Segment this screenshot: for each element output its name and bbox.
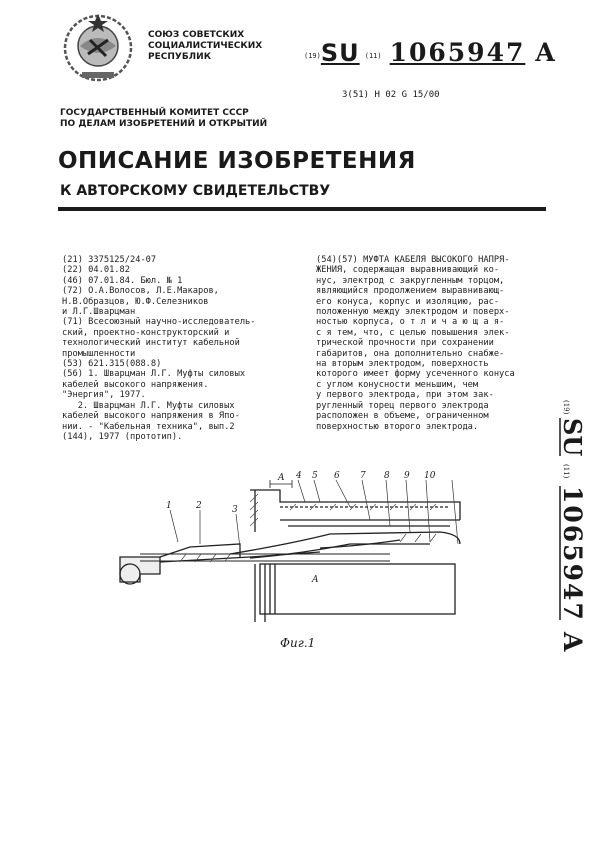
text-line: кабелей высокого напряжения в Япо- (62, 411, 240, 422)
text-line: (72) О.А.Волосов, Л.Е.Макаров, (62, 286, 219, 297)
part-label: 8 (384, 471, 390, 481)
text-line: промышленности (62, 348, 136, 359)
part-label: 4 (296, 471, 302, 481)
patent-number: 1065947 (389, 38, 526, 67)
text-line: "Энергия", 1977. (62, 390, 146, 401)
text-line: (54)(57) МУФТА КАБЕЛЯ ВЫСОКОГО НАПРЯ- (316, 255, 510, 265)
ipc-classification: 3(51) Н 02 G 15/00 (342, 90, 440, 100)
org-line: СОЮЗ СОВЕТСКИХ (148, 30, 245, 40)
text-line: Н.В.Образцов, Ю.Ф.Селезников (62, 296, 209, 307)
side-patent-stamp (538, 400, 587, 700)
side-patent-number: 1065947 (558, 486, 587, 622)
organization-name (148, 30, 278, 63)
figure-caption: Фиг.1 (280, 636, 316, 650)
text-line: кабелей высокого напряжения. (62, 379, 209, 390)
org-line: СОЦИАЛИСТИЧЕСКИХ (148, 41, 263, 51)
text-line: нии. - "Кабельная техника", вып.2 (62, 421, 235, 432)
part-label: 5 (312, 471, 318, 481)
text-line: (144), 1977 (прототип). (62, 431, 183, 442)
committee-name (60, 108, 267, 130)
text-line: его конуса, корпус и изоляцию, рас- (316, 296, 500, 307)
technical-drawing (100, 462, 480, 652)
text-line: и Л.Г.Шварцман (62, 307, 136, 318)
text-line: технологический институт кабельной (62, 338, 240, 349)
text-line: трической прочности при сохранении (316, 338, 494, 349)
text-line: положенную между электродом и поверх- (316, 307, 510, 318)
text-line: с углом конусности меньшим, чем (316, 379, 479, 390)
text-line: являющийся продолжением выравнивающ- (316, 286, 505, 297)
text-line: (21) 3375125/24-07 (62, 255, 157, 265)
part-label: 1 (166, 501, 172, 511)
committee-line: ГОСУДАРСТВЕННЫЙ КОМИТЕТ СССР (60, 108, 249, 118)
text-line: поверхностью второго электрода. (316, 421, 479, 432)
country-code-tag: (19) (304, 52, 321, 60)
part-label: 2 (196, 501, 202, 511)
text-line: (53) 621.315(088.8) (62, 359, 162, 370)
document-title: ОПИСАНИЕ ИЗОБРЕТЕНИЯ (58, 148, 416, 174)
text-line: (71) Всесоюзный научно-исследователь- (62, 317, 256, 328)
side-country-tag: (19) (562, 400, 570, 415)
abstract-text (316, 255, 515, 432)
number-tag: (11) (364, 52, 382, 60)
part-label: A (278, 473, 285, 483)
text-line: с я тем, что, с целью повышения элек- (316, 327, 510, 338)
country-code: SU (320, 39, 360, 67)
text-line: (46) 07.01.84. Бюл. № 1 (62, 275, 183, 286)
part-label: 7 (360, 471, 366, 481)
bibliographic-data (62, 255, 256, 442)
text-line: ЖЕНИЯ, содержащая выравнивающий ко- (316, 265, 500, 276)
text-line: ский, проектно-конструкторский и (62, 327, 230, 338)
patent-number-block (304, 38, 555, 67)
side-patent-kind: A (558, 632, 587, 652)
text-line: на вторым электродом, поверхность (316, 359, 489, 370)
text-line: 2. Шварцман Л.Г. Муфты силовых (62, 400, 235, 411)
side-number-tag: (11) (562, 464, 570, 479)
part-label: 6 (334, 471, 340, 481)
part-label: 9 (404, 471, 410, 481)
document-subtitle: К АВТОРСКОМУ СВИДЕТЕЛЬСТВУ (60, 183, 331, 199)
patent-kind: A (535, 38, 555, 67)
part-label: 10 (424, 471, 436, 481)
text-line: ругленный торец первого электрода (316, 400, 489, 411)
state-emblem-icon (58, 10, 138, 84)
text-line: (56) 1. Шварцман Л.Г. Муфты силовых (62, 369, 246, 380)
text-line: (22) 04.01.82 (62, 265, 130, 276)
text-line: габаритов, она дополнительно снабже- (316, 348, 505, 359)
part-label: A (312, 575, 319, 585)
header-divider (58, 207, 546, 211)
side-country-code: SU (558, 418, 587, 457)
committee-line: ПО ДЕЛАМ ИЗОБРЕТЕНИЙ И ОТКРЫТИЙ (60, 119, 268, 129)
text-line: у первого электрода, при этом зак- (316, 390, 494, 401)
text-line: которого имеет форму усеченного конуса (316, 369, 515, 380)
part-label: 3 (232, 505, 238, 515)
text-line: нус, электрод с закругленным торцом, (316, 275, 505, 286)
text-line: ностью корпуса, о т л и ч а ю щ а я- (316, 317, 505, 328)
org-line: РЕСПУБЛИК (148, 52, 212, 62)
text-line: расположен в объеме, ограниченном (316, 411, 489, 422)
